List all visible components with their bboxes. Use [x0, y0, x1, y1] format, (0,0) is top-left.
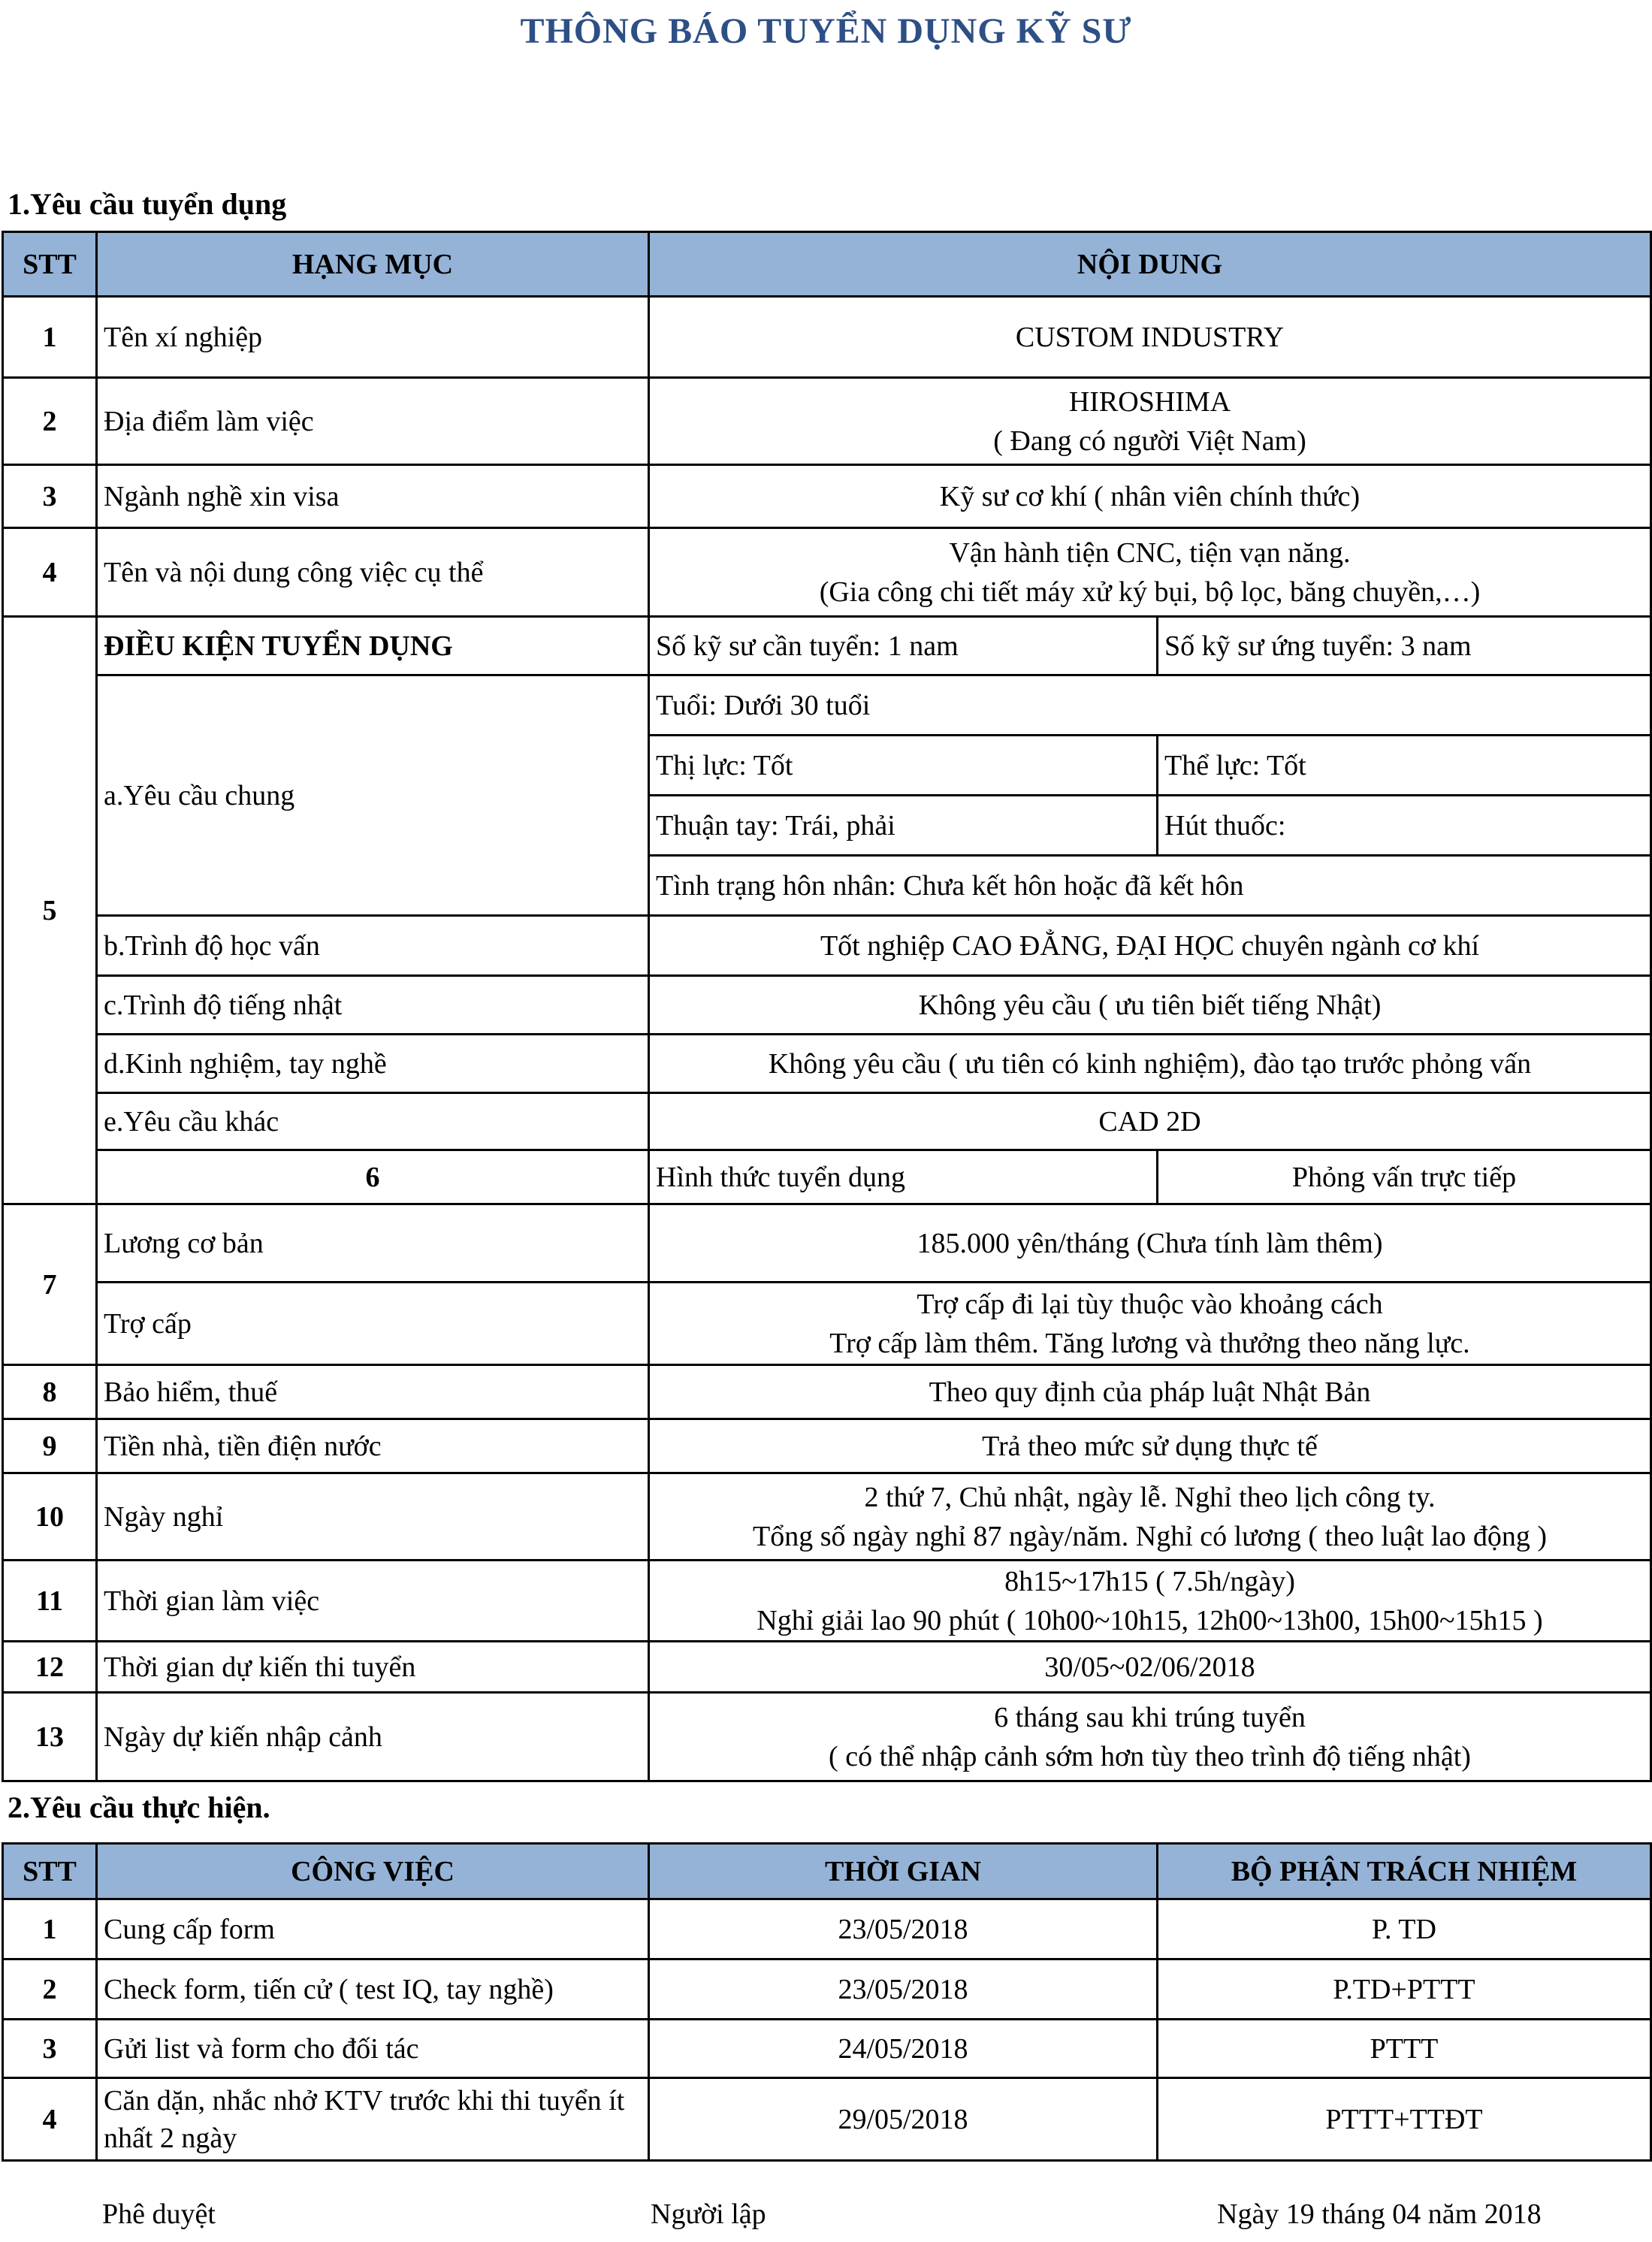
document-title: THÔNG BÁO TUYỂN DỤNG KỸ SƯ	[520, 11, 1132, 51]
table-header-row	[3, 232, 1651, 297]
row-stt: 3	[3, 465, 97, 528]
table-row	[3, 1959, 1651, 2020]
education-value: Tốt nghiệp CAO ĐẲNG, ĐẠI HỌC chuyên ngành cơ khí	[649, 916, 1651, 976]
content-line: 2 thứ 7, Chủ nhật, ngày lễ. Nghỉ theo lịch công ty.	[864, 1481, 1436, 1513]
japanese-label: c.Trình độ tiếng nhật	[97, 976, 649, 1035]
smoking-requirement: Hút thuốc:	[1158, 796, 1651, 856]
row-stt: 6	[97, 1150, 649, 1204]
row-stt: 5	[3, 617, 97, 1204]
other-label: e.Yêu cầu khác	[97, 1093, 649, 1150]
row-item: Tên và nội dung công việc cụ thể	[97, 528, 649, 617]
table-row	[3, 1365, 1651, 1419]
row-item: Ngày dự kiến nhập cảnh	[97, 1693, 649, 1781]
general-requirement-label: a.Yêu cầu chung	[97, 675, 649, 916]
content-line: Vận hành tiện CNC, tiện vạn năng.	[949, 536, 1351, 569]
task-stt: 2	[3, 1959, 97, 2020]
row-content	[649, 1693, 1651, 1781]
table-row	[3, 1693, 1651, 1781]
content-line: Trợ cấp làm thêm. Tăng lương và thưởng theo năng lực.	[829, 1327, 1470, 1359]
section2-heading: 2.Yêu cầu thực hiện.	[8, 1790, 270, 1824]
row-stt: 12	[3, 1642, 97, 1693]
table-row	[3, 1283, 1651, 1365]
row-item: Thời gian dự kiến thi tuyển	[97, 1642, 649, 1693]
table-row	[3, 465, 1651, 528]
allowance-label: Trợ cấp	[97, 1283, 649, 1365]
applicant-count: Số kỹ sư ứng tuyển: 3 nam	[1158, 617, 1651, 675]
salary-label: Lương cơ bản	[97, 1204, 649, 1283]
header-item: HẠNG MỤC	[97, 232, 649, 297]
content-line: HIROSHIMA	[1068, 385, 1231, 418]
header-content: NỘI DUNG	[649, 232, 1651, 297]
header-stt: STT	[3, 232, 97, 297]
row-stt: 8	[3, 1365, 97, 1419]
table-row	[3, 1419, 1651, 1473]
document-date: Ngày 19 tháng 04 năm 2018	[1217, 2198, 1542, 2230]
needed-count: Số kỹ sư cần tuyển: 1 nam	[649, 617, 1158, 675]
task-department: PTTT+TTĐT	[1158, 2078, 1651, 2161]
header-stt: STT	[3, 1844, 97, 1899]
row-item: Ngành nghề xin visa	[97, 465, 649, 528]
row-content: Phỏng vấn trực tiếp	[1158, 1150, 1651, 1204]
table-row	[3, 528, 1651, 617]
table-row	[3, 675, 1651, 736]
row-item: Bảo hiểm, thuế	[97, 1365, 649, 1419]
handedness-requirement: Thuận tay: Trái, phải	[649, 796, 1158, 856]
row-stt: 13	[3, 1693, 97, 1781]
header-department: BỘ PHẬN TRÁCH NHIỆM	[1158, 1844, 1651, 1899]
row-item: Tiền nhà, tiền điện nước	[97, 1419, 649, 1473]
approval-label: Phê duyệt	[102, 2198, 216, 2230]
row-content	[649, 528, 1651, 617]
table-row	[3, 1473, 1651, 1561]
row-stt: 11	[3, 1561, 97, 1642]
task-stt: 1	[3, 1899, 97, 1959]
task-name: Gửi list và form cho đối tác	[97, 2020, 649, 2078]
content-line: Nghỉ giải lao 90 phút ( 10h00~10h15, 12h00~13h00, 15h00~15h15 )	[757, 1604, 1543, 1636]
task-department: PTTT	[1158, 2020, 1651, 2078]
table-header-row	[3, 1844, 1651, 1899]
row-stt: 2	[3, 378, 97, 465]
row-content: Kỹ sư cơ khí ( nhân viên chính thức)	[649, 465, 1651, 528]
header-time: THỜI GIAN	[649, 1844, 1158, 1899]
table-row	[3, 916, 1651, 976]
row-content: Theo quy định của pháp luật Nhật Bản	[649, 1365, 1651, 1419]
task-date: 23/05/2018	[649, 1959, 1158, 2020]
table-row	[3, 2078, 1651, 2161]
content-line: (Gia công chi tiết máy xử ký bụi, bộ lọc, băng chuyền,…)	[819, 576, 1481, 608]
table-row	[3, 976, 1651, 1035]
content-line: Trợ cấp đi lại tùy thuộc vào khoảng cách	[917, 1288, 1383, 1320]
row-stt: 4	[3, 528, 97, 617]
allowance-value	[649, 1283, 1651, 1365]
row-stt: 10	[3, 1473, 97, 1561]
row-stt: 9	[3, 1419, 97, 1473]
table-row	[3, 297, 1651, 378]
content-line: 6 tháng sau khi trúng tuyển	[994, 1701, 1306, 1733]
row-content: Trả theo mức sử dụng thực tế	[649, 1419, 1651, 1473]
table-row	[3, 1561, 1651, 1642]
task-date: 24/05/2018	[649, 2020, 1158, 2078]
content-line: Tổng số ngày nghỉ 87 ngày/năm. Nghỉ có lương ( theo luật lao động )	[752, 1520, 1548, 1552]
table-row	[3, 1035, 1651, 1093]
table-row	[3, 1204, 1651, 1283]
table-row	[3, 1899, 1651, 1959]
task-name: Căn dặn, nhắc nhở KTV trước khi thi tuyển ít nhất 2 ngày	[97, 2078, 649, 2161]
row-item: Hình thức tuyển dụng	[649, 1150, 1158, 1204]
task-stt: 4	[3, 2078, 97, 2161]
row-content	[649, 1561, 1651, 1642]
row-content	[649, 1473, 1651, 1561]
row-content: CUSTOM INDUSTRY	[649, 297, 1651, 378]
salary-value: 185.000 yên/tháng (Chưa tính làm thêm)	[649, 1204, 1651, 1283]
task-department: P.TD+PTTT	[1158, 1959, 1651, 2020]
conditions-heading: ĐIỀU KIỆN TUYỂN DỤNG	[97, 617, 649, 675]
other-value: CAD 2D	[649, 1093, 1651, 1150]
table-row	[3, 617, 1651, 675]
table-row	[3, 1093, 1651, 1150]
row-content	[649, 378, 1651, 465]
content-line: ( có thể nhập cảnh sớm hơn tùy theo trình độ tiếng nhật)	[829, 1740, 1471, 1772]
section1-heading: 1.Yêu cầu tuyển dụng	[8, 187, 287, 221]
task-stt: 3	[3, 2020, 97, 2078]
tasks-table	[2, 1842, 1652, 2162]
task-department: P. TD	[1158, 1899, 1651, 1959]
education-label: b.Trình độ học vấn	[97, 916, 649, 976]
experience-label: d.Kinh nghiệm, tay nghề	[97, 1035, 649, 1093]
header-task: CÔNG VIỆC	[97, 1844, 649, 1899]
fitness-requirement: Thể lực: Tốt	[1158, 736, 1651, 796]
task-date: 29/05/2018	[649, 2078, 1158, 2161]
row-stt: 7	[3, 1204, 97, 1365]
marital-requirement: Tình trạng hôn nhân: Chưa kết hôn hoặc đã kết hôn	[649, 856, 1651, 916]
creator-label: Người lập	[651, 2198, 766, 2230]
age-requirement: Tuổi: Dưới 30 tuổi	[649, 675, 1651, 736]
row-stt: 1	[3, 297, 97, 378]
row-item: Địa điểm làm việc	[97, 378, 649, 465]
eyesight-requirement: Thị lực: Tốt	[649, 736, 1158, 796]
task-name: Check form, tiến cử ( test IQ, tay nghề)	[97, 1959, 649, 2020]
task-date: 23/05/2018	[649, 1899, 1158, 1959]
table-row	[3, 2020, 1651, 2078]
task-name: Cung cấp form	[97, 1899, 649, 1959]
content-line: ( Đang có người Việt Nam)	[993, 425, 1306, 457]
table-row	[3, 1642, 1651, 1693]
requirements-table	[2, 231, 1652, 1782]
japanese-value: Không yêu cầu ( ưu tiên biết tiếng Nhật)	[649, 976, 1651, 1035]
content-line: 8h15~17h15 ( 7.5h/ngày)	[1004, 1565, 1295, 1597]
table-row	[3, 378, 1651, 465]
table-row	[3, 1150, 1651, 1204]
row-item: Tên xí nghiệp	[97, 297, 649, 378]
row-item: Ngày nghỉ	[97, 1473, 649, 1561]
row-item: Thời gian làm việc	[97, 1561, 649, 1642]
row-content: 30/05~02/06/2018	[649, 1642, 1651, 1693]
experience-value: Không yêu cầu ( ưu tiên có kinh nghiệm), đào tạo trước phỏng vấn	[649, 1035, 1651, 1093]
